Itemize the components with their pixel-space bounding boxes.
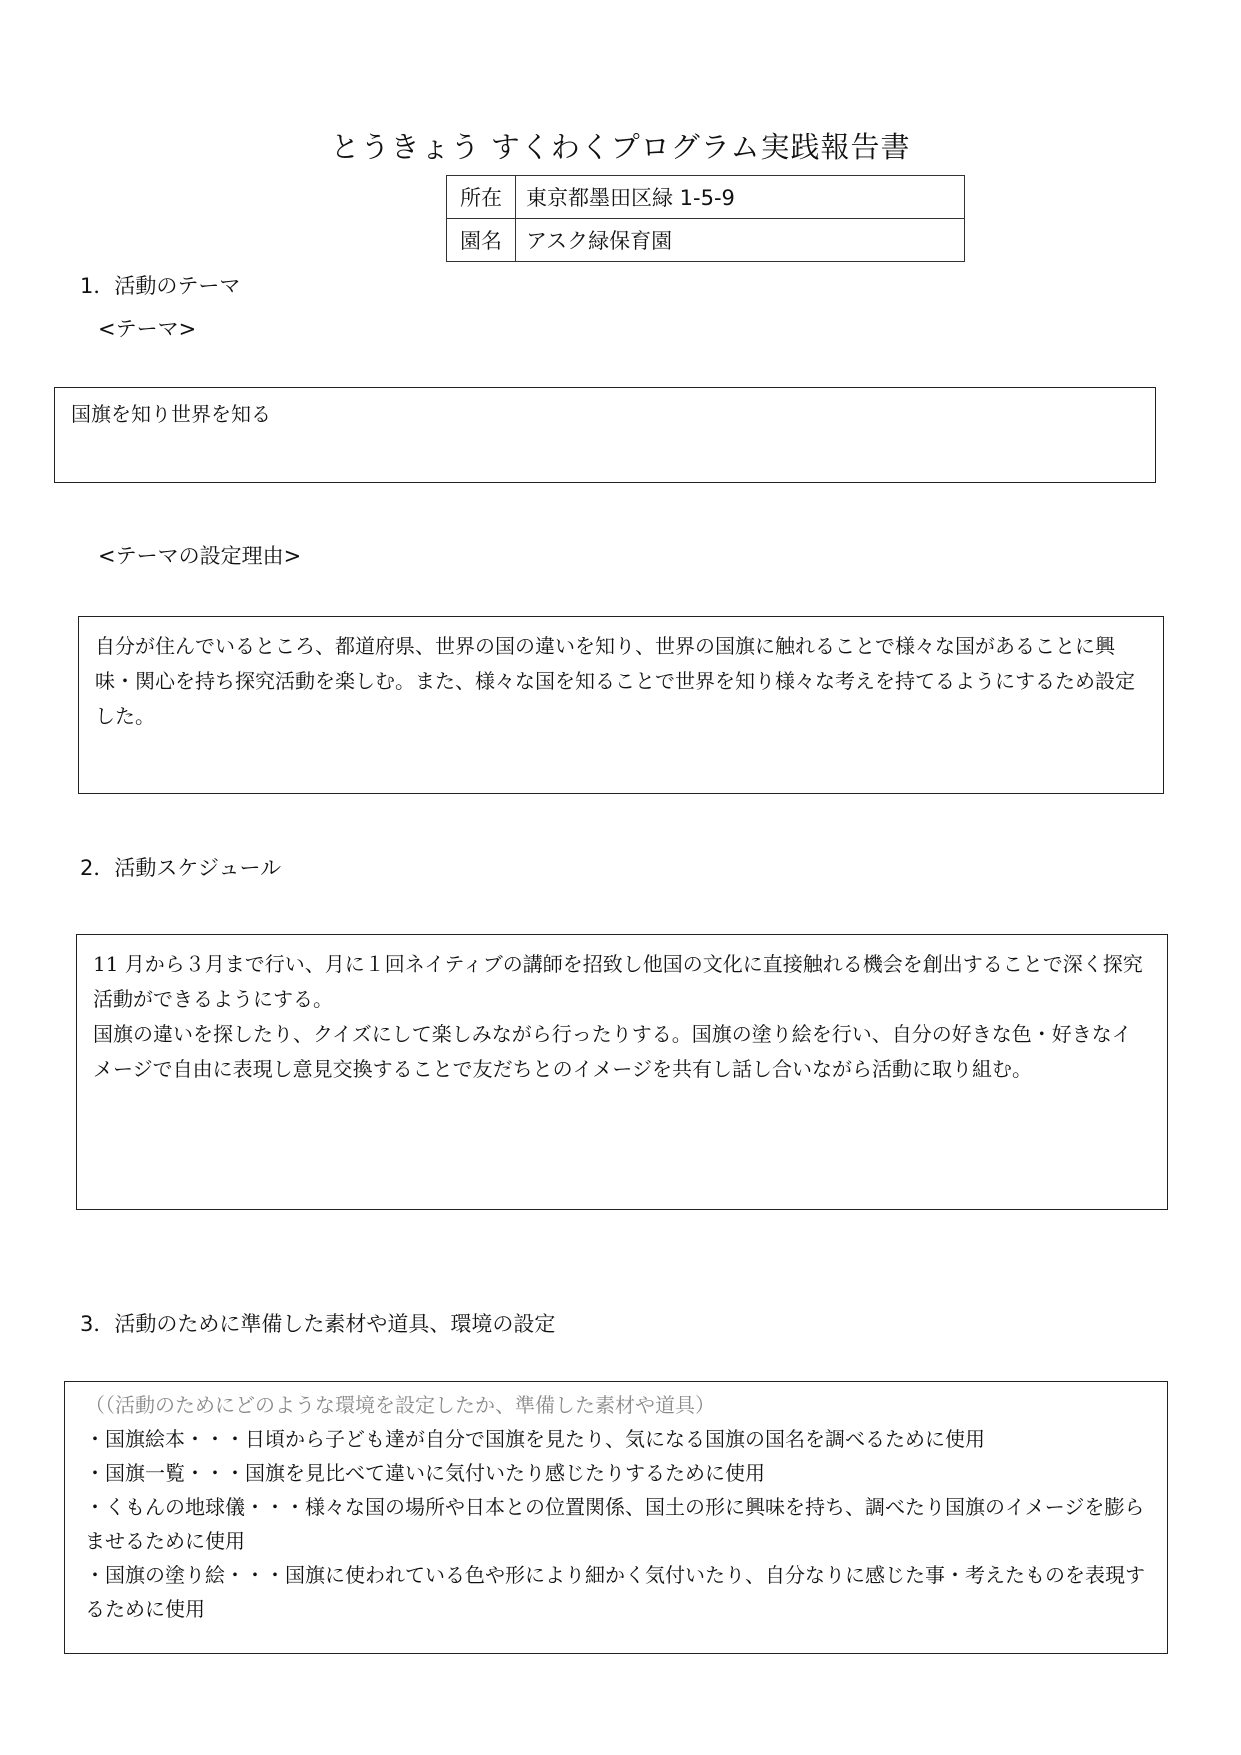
section1-heading: 1．活動のテーマ [80,274,241,298]
info-table [446,175,965,262]
reason-text: 自分が住んでいるところ、都道府県、世界の国の違いを知り、世界の国旗に触れることで様々な国があることに興味・関心を持ち探究活動を楽しむ。また、様々な国を知ることで世界を知り様々な考えを持てるようにするため設定した。 [95,634,1135,728]
reason-label: <テーマの設定理由> [98,544,302,568]
schedule-paragraph: 国旗の違いを探したり、クイズにして楽しみながら行ったりする。国旗の塗り絵を行い、自分の好きな色・好きなイメージで自由に表現し意見交換することで友だちとのイメージを共有し話し合いながら活動に取り組む。 [93,1022,1132,1081]
materials-list [85,1422,1151,1626]
schedule-box [76,934,1168,1210]
reason-box [78,616,1164,794]
address-label: 所在 [447,176,516,219]
list-item: ・国旗絵本・・・日頃から子ども達が自分で国旗を見たり、気になる国旗の国名を調べるために使用 [85,1427,985,1451]
address-value: 東京都墨田区緑 1-5-9 [516,176,965,219]
section3-heading: 3．活動のために準備した素材や道具、環境の設定 [80,1312,556,1336]
facility-value: アスク緑保育園 [516,219,965,262]
facility-row [447,219,965,262]
theme-label: <テーマ> [98,317,197,341]
materials-hint: （（活動のためにどのような環境を設定したか、準備した素材や道具） [85,1393,715,1417]
materials-box [64,1381,1168,1654]
schedule-paragraph: 11 月から３月まで行い、月に１回ネイティブの講師を招致し他国の文化に直接触れる機会を創出することで深く探究活動ができるようにする。 [93,952,1143,1011]
report-title: とうきょう すくわくプログラム実践報告書 [330,130,911,164]
theme-text: 国旗を知り世界を知る [71,402,271,426]
list-item: ・国旗一覧・・・国旗を見比べて違いに気付いたり感じたりするために使用 [85,1461,765,1485]
list-item: ・くもんの地球儀・・・様々な国の場所や日本との位置関係、国土の形に興味を持ち、調べたり国旗のイメージを膨らませるために使用 [85,1495,1145,1553]
section2-heading: 2．活動スケジュール [80,856,282,880]
list-item: ・国旗の塗り絵・・・国旗に使われている色や形により細かく気付いたり、自分なりに感じた事・考えたものを表現するために使用 [85,1563,1145,1621]
theme-box [54,387,1156,483]
facility-label: 園名 [447,219,516,262]
address-row [447,176,965,219]
